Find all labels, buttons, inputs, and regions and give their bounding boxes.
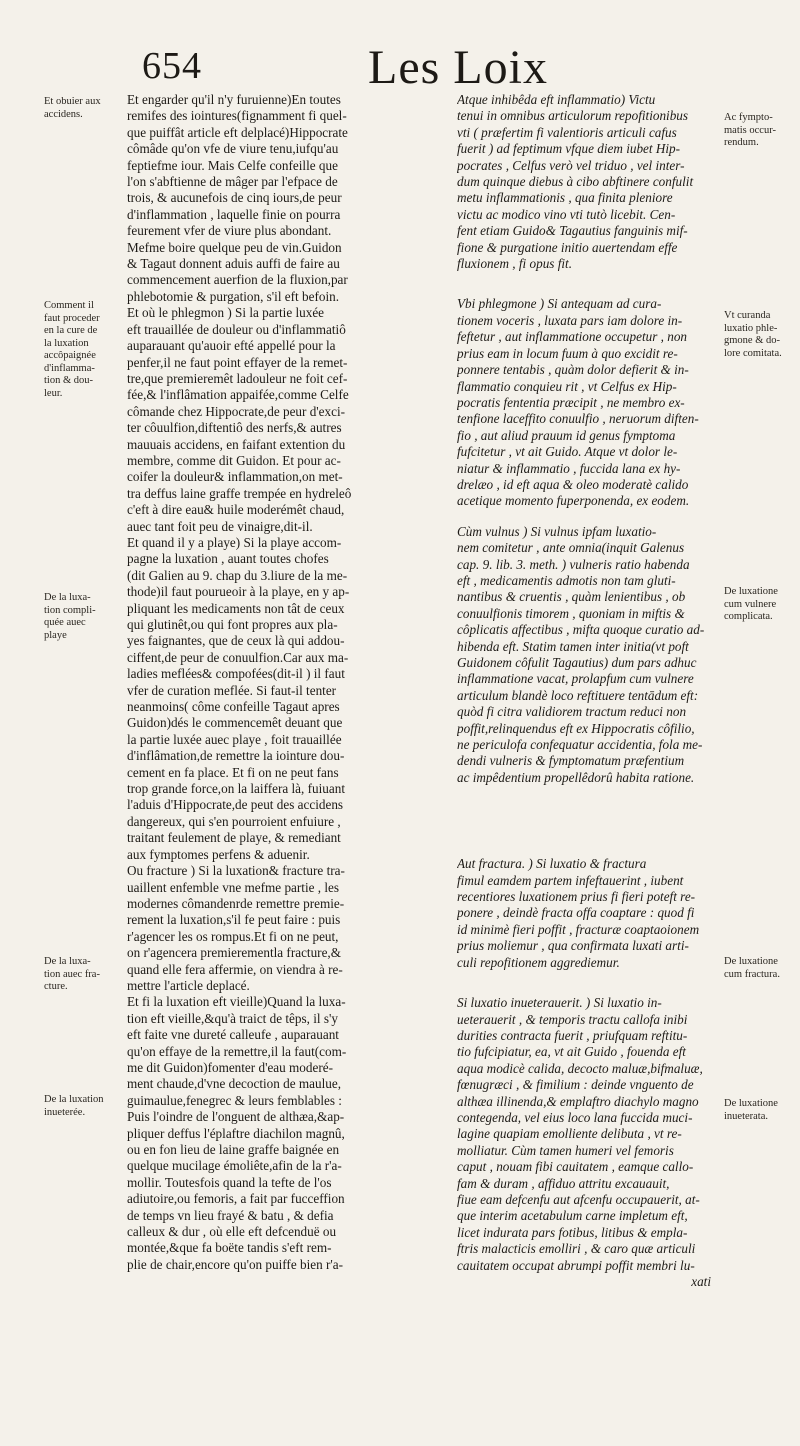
latin-paragraph: Atque inhibêda eft inflammatio) Victu tenui in omnibus articulorum repofitionibus vti ( præfertim fi valentioris articuli cafus fuerit ) ad feptimum vfque diem iubet Hip- pocrates , Celfus verò vel triduo , vel inter- dum quinque diebus à cibo abftinere confulit metu inflammationis , qua finita pleniore victu ac modico vino vti tutò licebit. Cen- fent etiam Guido& Tagautius fanguinis mif- fione & purgatione initio auertendam effe fluxionem , fi opus fit. (457, 92, 694, 272)
french-paragraph: Et quand il y a playe) Si la playe accom- pagne la luxation , auant toutes chofes (dit Galien au 9. chap du 3.liure de la me- thode)il faut pourueoir à la playe, en y ap- pliquant les medicaments non tât de ceux qui glutinêt,ou qui font propres aux pla- yes faignantes, que de ceux là qui addou- ciffent,de peur de conuulfion.Car aux ma- ladies meflées& compofées(dit-il ) il faut vfer de curation meflée. Si faut-il tenter neanmoins( côme confeille Tagaut apres Guidon)dés le commencemêt deuant que la partie luxée auec playe , foit trauaillée d'inflâmation,de remettre la iointure dou- cement en fa place. Et fi on ne peut fans trop grande force,on la laiffera là, fuiuant l'aduis d'Hippocrate,de peut des accidens dangereux, qui s'en pourroient enfuiure , traitant feulement de playe, & remediant aux fymptomes perfens & aduenir. (127, 534, 350, 862)
margin-note-right-3: De luxatione cum vulnere complicata. (724, 586, 778, 622)
margin-note-left-2: Comment il faut proceder en la cure de la luxation accôpaignée d'inflamma- tion & dou- leur. (44, 300, 100, 399)
margin-note-right-5: De luxatione inueterata. (724, 1098, 778, 1122)
margin-note-right-4: De luxatione cum fractura. (724, 956, 780, 980)
running-title: Les Loix (368, 41, 548, 94)
margin-note-left-3: De la luxa- tion compli- quée auec playe (44, 592, 96, 641)
latin-paragraph: Si luxatio inueterauerit. ) Si luxatio in- ueterauerit , & temporis tractu callofa inibi durities contracta fuerit , priufquam reftitu- tio fufcipiatur, ea, vt ait Guido , fouenda eft aqua modicè calida, decocto maluæ,bifmaluæ, fœnugræci , & fimilium : deinde vnguento de althæa illinenda,& emplaftro diachylo magno contegenda, vel eius loco lana fuccida muci- lagine quapiam emolliente delibuta , vt re- molliatur. Cùm tamen humeri vel femoris caput , nouam fibi cauitatem , eamque callo- fam & duram , affiduo attritu excauauit, fiue eam defcenfu aut afcenfu occupauerit, at- que interim acetabulum carne impletum eft, licet indurata pars fotibus, litibus & empla- ftris malacticis emolliri , & caro quæ articuli cauitatem occupat abrumpi poffit membri lu- xati (457, 995, 711, 1289)
french-paragraph: Et où le phlegmon ) Si la partie luxée eft trauaillée de douleur ou d'inflammatiô auparauant qu'auoir efté appellé pour la penfer,il ne faut point effayer de la remet- tre,que premieremêt ladouleur ne foit cef- fée,& l'inflâmation appaifée,comme Celfe cômande chez Hippocrate,de peur d'exci- ter côuulfion,diftentiô des nerfs,& autres mauuais accidens, en faifant extention du membre, comme dit Guidon. Et pour ac- coifer la douleur& inflammation,on met- tra deffus laine graffe trempée en hydreleô c'eft à dire eau& huile moderémêt chaud, auec tant foit peu de vinaigre,dit-il. (127, 305, 352, 534)
margin-note-left-1: Et obuier aux accidens. (44, 96, 101, 120)
page-number: 654 (142, 45, 202, 87)
french-column (127, 92, 432, 1273)
margin-note-left-4: De la luxa- tion auec fra- cture. (44, 956, 100, 992)
french-paragraph: Et engarder qu'il n'y furuienne)En toutes remifes des iointures(fignamment fi quel- que puiffât article eft delplacé)Hippocrate cômâde qu'on vfe de viure tenu,iufqu'au feptiefme iour. Mais Celfe confeille que l'on s'abftienne de mâger par l'efpace de trois, & aucunefois de cinq iours,de peur d'inflammation , laquelle finie on pourra feurement vfer de viure plus abondant. Mefme boire quelque peu de vin.Guidon & Tagaut donnent aduis auffi de faire au commencement auerfion de la fluxion,par phlebotomie & purgation, s'il eft befoin. (127, 92, 348, 304)
french-paragraph: Ou fracture ) Si la luxation& fracture tra- uaillent enfemble vne mefme partie , les modernes cômandenrde remettre premie- rement la luxation,s'il fe peut faire : puis r'agencer les os rompus.Et fi on ne peut, on r'agencera premierementla fracture,& quand elle fera affermie, on viendra à re- mettre l'article deplacé. (127, 863, 345, 993)
latin-paragraph: Vbi phlegmone ) Si antequam ad cura- tionem voceris , luxata pars iam dolore in- feftetur , aut inflammatione occupetur , non prius eam in locum fuum à quo excidit re- ponnere tentabis , quàm dolor defierit & in- flammatio conquieu rit , vt Celfus ex Hip- pocratis fententia præcipit , ne membro ex- tenfione laceffito conuulfio , neruorum diften- fio , aut aliud prauum id genus fymptoma fufcitetur , vt ait Guido. Atque vt dolor le- niatur & inflammatio , fuccida lana ex hy- drelæo , id eft aqua & oleo moderatè calido acetique momento fuperponenda, ex eodem. (457, 296, 699, 509)
latin-column (457, 92, 717, 1290)
margin-note-left-5: De la luxation inueterée. (44, 1094, 104, 1118)
french-paragraph: Et fi la luxation eft vieille)Quand la luxa- tion eft vieille,&qu'à traict de têps, il s'y eft faite vne dureté calleufe , auparauant qu'on effaye de la remettre,il la faut(com- me dit Guidon)fomenter d'eau moderé- ment chaude,d'vne decoction de maulue, guimaulue,fenegrec & leurs femblables : Puis l'oindre de l'onguent de althæa,&ap- pliquer deffus l'éplaftre diachilon magnû, ou en fon lieu de laine graffe baignée en quelque mucilage émoliête,afin de la r'a- mollir. Toutesfois quand la tefte de l'os adiutoire,ou femoris, a fait par fucceffion de temps vn lieu frayé & batu , & defia calleux & dur , où elle eft defcenduë ou montée,&que fa boëte tandis s'eft rem- plie de chair,encore qu'on puiffe bien r'a- (127, 994, 347, 1272)
latin-paragraph: Cùm vulnus ) Si vulnus ipfam luxatio- nem comitetur , ante omnia(inquit Galenus cap. 9. lib. 3. meth. ) vulneris ratio habenda eft , medicamentis admotis non tam gluti- nantibus & cruentis , quàm lenientibus , ob conuulfionis timorem , quoniam in miftis & côplicatis affectibus , mifta quoque curatio ad- hibenda eft. Statim tamen inter initia(vt poft Guidonem côfulit Tagautius) dum pars adhuc inflammatione vacat, prolapfum cum vulnere articulum blandè loco reftituere tentādum eft: quòd fi citra validiorem tractum reduci non poffit,relinquendus eft ex Hippocratis côfilio, ne periculofa confequatur accidentia, fola me- dendi vulneris & fymptomatum præfentium ac impêdentium propellêdorû habita ratione. (457, 523, 705, 785)
latin-paragraph: Aut fractura. ) Si luxatio & fractura fimul eamdem partem infeftauerint , iubent recentiores luxationem prius fi fieri poteft re- ponere , deindè fracta offa coaptare : quod fi id minimè fieri poffit , fracturæ coaptaoionem prius moliemur , qua confirmata luxati arti- culi repofitionem aggrediemur. (457, 856, 700, 970)
margin-note-right-1: Ac fympto- matis occur- rendum. (724, 112, 776, 148)
margin-note-right-2: Vt curanda luxatio phle- gmone & do- lore comitata. (724, 310, 782, 359)
